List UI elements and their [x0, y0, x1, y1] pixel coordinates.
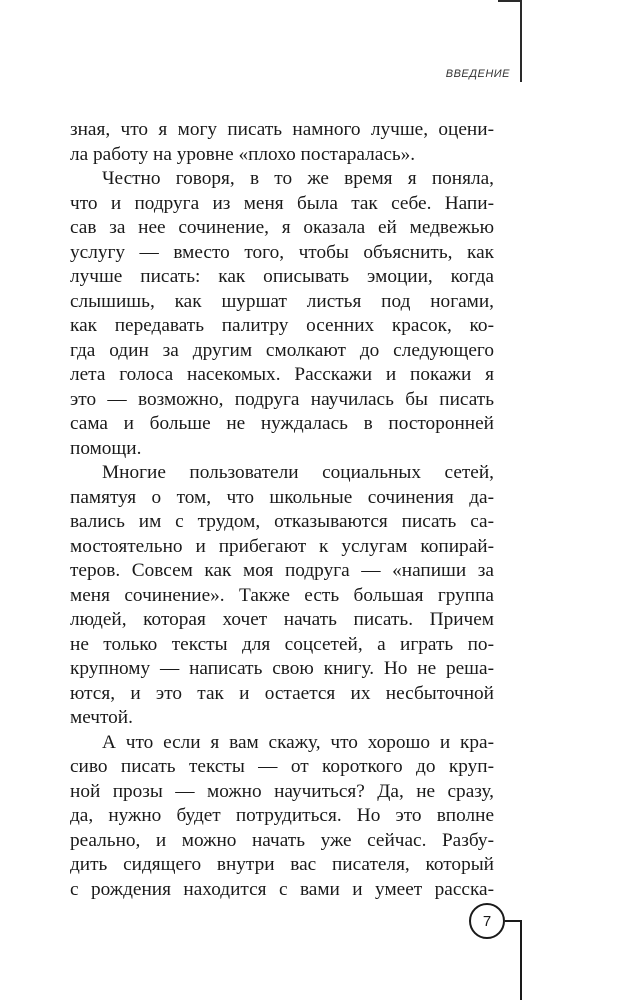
text-line: людей, которая хочет начать писать. Причем	[70, 609, 494, 630]
text-line: помощи.	[70, 437, 142, 459]
text-line: что и подруга из меня была так себе. Напи-	[70, 192, 494, 214]
text-line: зная, что я могу писать намного лучше, оцени-	[70, 119, 494, 140]
body-text	[70, 118, 494, 902]
text-line: да, нужно будет потрудиться. Но это вполне	[70, 805, 494, 826]
text-line: памятуя о том, что школьные сочинения да-	[70, 486, 494, 508]
text-line: меня сочинение». Также есть большая группа	[70, 584, 494, 606]
text-line: с рождения находится с вами и умеет расска-	[70, 878, 494, 900]
text-line: А что если я вам скажу, что хорошо и кра-	[102, 731, 494, 753]
text-line: ются, и это так и остается их несбыточной	[70, 682, 494, 704]
text-line: ла работу на уровне «плохо постаралась».	[70, 143, 416, 165]
text-line: лета голоса насекомых. Расскажи и покажи я	[70, 364, 494, 385]
text-line: лучше писать: как описывать эмоции, когда	[70, 266, 494, 287]
text-line: Многие пользователи социальных сетей,	[102, 462, 494, 483]
footer-rule	[520, 920, 522, 1000]
header-rule-hook	[498, 0, 520, 2]
text-line: мостоятельно и прибегают к услугам копирай-	[70, 535, 494, 557]
header-rule	[520, 0, 522, 82]
text-line: сама и больше не нуждалась в посторонней	[70, 413, 494, 434]
text-line: сав за нее сочинение, я оказала ей медвежью	[70, 217, 494, 238]
text-line: гда один за другим смолкают до следующего	[70, 339, 494, 361]
text-line: как передавать палитру осенних красок, ко-	[70, 315, 494, 336]
text-line: мечтой.	[70, 707, 133, 728]
text-line: дить сидящего внутри вас писателя, который	[70, 854, 494, 875]
text-line: слышишь, как шуршат листья под ногами,	[70, 290, 494, 312]
text-line: это — возможно, подруга научилась бы писать	[70, 388, 494, 410]
page-number: 7	[469, 903, 505, 939]
text-line: не только тексты для соцсетей, а играть по-	[70, 633, 494, 655]
text-line: услугу — вместо того, чтобы объяснить, как	[70, 241, 494, 263]
running-head: ВВЕДЕНИЕ	[445, 68, 510, 80]
text-line: ной прозы — можно научиться? Да, не сразу,	[70, 780, 494, 802]
text-line: реально, и можно начать уже сейчас. Разбу-	[70, 829, 494, 851]
text-line: вались им с трудом, отказываются писать са-	[70, 511, 494, 532]
text-line: крупному — написать свою книгу. Но не реша-	[70, 658, 494, 679]
text-line: теров. Совсем как моя подруга — «напиши за	[70, 560, 494, 581]
text-line: Честно говоря, в то же время я поняла,	[102, 168, 494, 189]
text-line: сиво писать тексты — от короткого до круп-	[70, 756, 494, 777]
